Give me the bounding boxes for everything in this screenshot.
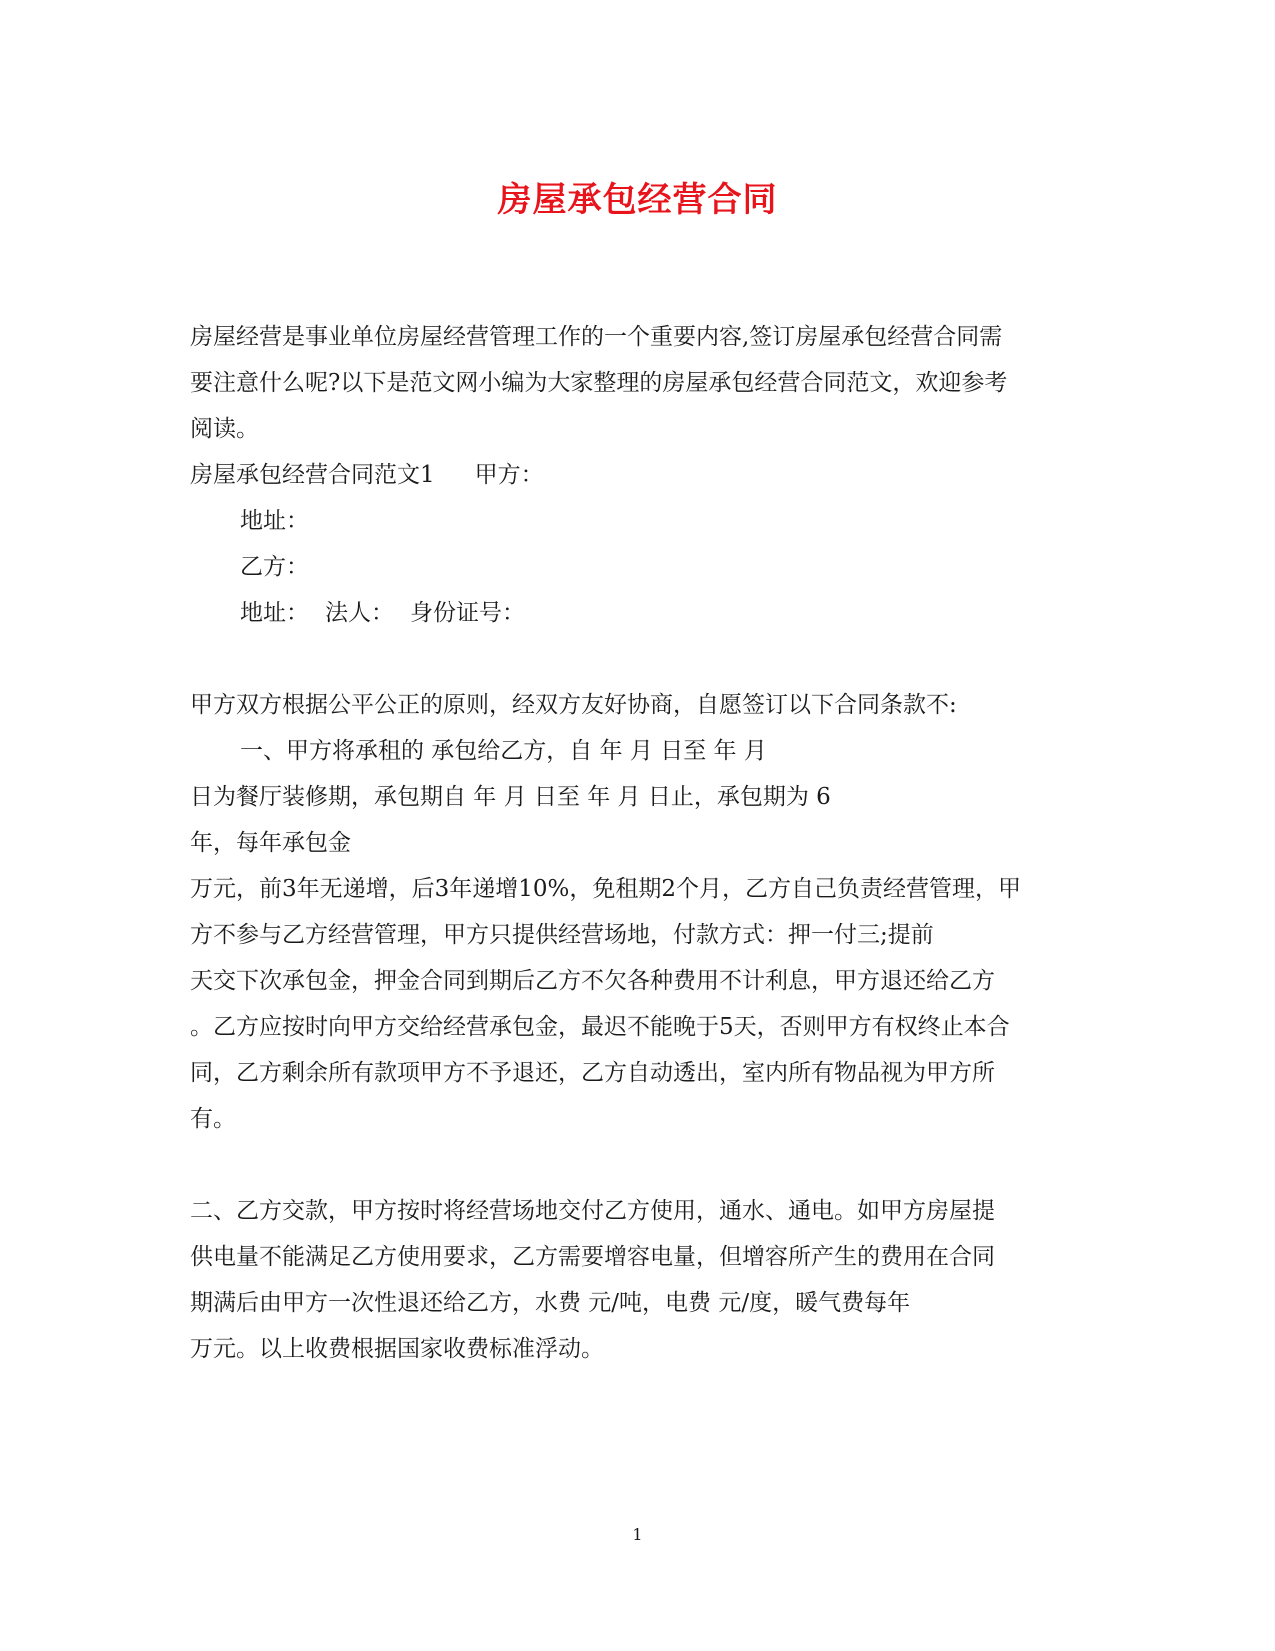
- document-title: 房屋承包经营合同: [497, 180, 778, 220]
- paragraph-line: 年，每年承包金: [190, 830, 351, 856]
- sample-heading: 房屋承包经营合同范文1: [190, 462, 435, 488]
- legal-person-label: 法人：: [325, 600, 394, 626]
- paragraph-line: 万元，前3年无递增，后3年递增10%，免租期2个月，乙方自己负责经营管理，甲: [190, 876, 1022, 902]
- page-number: 1: [632, 1525, 643, 1544]
- paragraph-line: 房屋经营是事业单位房屋经营管理工作的一个重要内容,签订房屋承包经营合同需: [190, 324, 1003, 350]
- paragraph-line: 万元。以上收费根据国家收费标准浮动。: [190, 1336, 604, 1362]
- id-number-label: 身份证号：: [410, 600, 525, 626]
- paragraph-line: 甲方双方根据公平公正的原则，经双方友好协商，自愿签订以下合同条款不:: [190, 692, 957, 718]
- clause-2-line: 二、乙方交款，甲方按时将经营场地交付乙方使用，通水、通电。如甲方房屋提: [190, 1198, 995, 1224]
- clause-1-line: 一、甲方将承租的 承包给乙方，自 年 月 日至 年 月: [240, 738, 767, 764]
- sample-heading-line: [190, 460, 544, 490]
- paragraph-line: 阅读。: [190, 416, 259, 442]
- paragraph-line: 期满后由甲方一次性退还给乙方，水费 元/吨，电费 元/度，暖气费每年: [190, 1290, 911, 1316]
- paragraph-line: 日为餐厅装修期，承包期自 年 月 日至 年 月 日止，承包期为 6: [190, 784, 831, 810]
- paragraph-line: 供电量不能满足乙方使用要求，乙方需要增容电量，但增容所产生的费用在合同: [190, 1244, 995, 1270]
- paragraph-line: 要注意什么呢?以下是范文网小编为大家整理的房屋承包经营合同范文，欢迎参考: [190, 370, 1008, 396]
- paragraph-line: 有。: [190, 1106, 236, 1132]
- party-a-label: 甲方：: [474, 462, 544, 488]
- party-b-line: 乙方：: [240, 554, 309, 580]
- paragraph-line: 。乙方应按时向甲方交给经营承包金，最迟不能晚于5天，否则甲方有权终止本合: [190, 1014, 1010, 1040]
- paragraph-line: 同，乙方剩余所有款项甲方不予退还，乙方自动透出，室内所有物品视为甲方所: [190, 1060, 995, 1086]
- paragraph-line: 天交下次承包金，押金合同到期后乙方不欠各种费用不计利息，甲方退还给乙方: [190, 968, 995, 994]
- paragraph-line: 方不参与乙方经营管理，甲方只提供经营场地，付款方式：押一付三;提前: [190, 922, 934, 948]
- party-b-details-line: [240, 598, 525, 628]
- address-label: 地址：: [240, 600, 309, 626]
- address-line: 地址：: [240, 508, 309, 534]
